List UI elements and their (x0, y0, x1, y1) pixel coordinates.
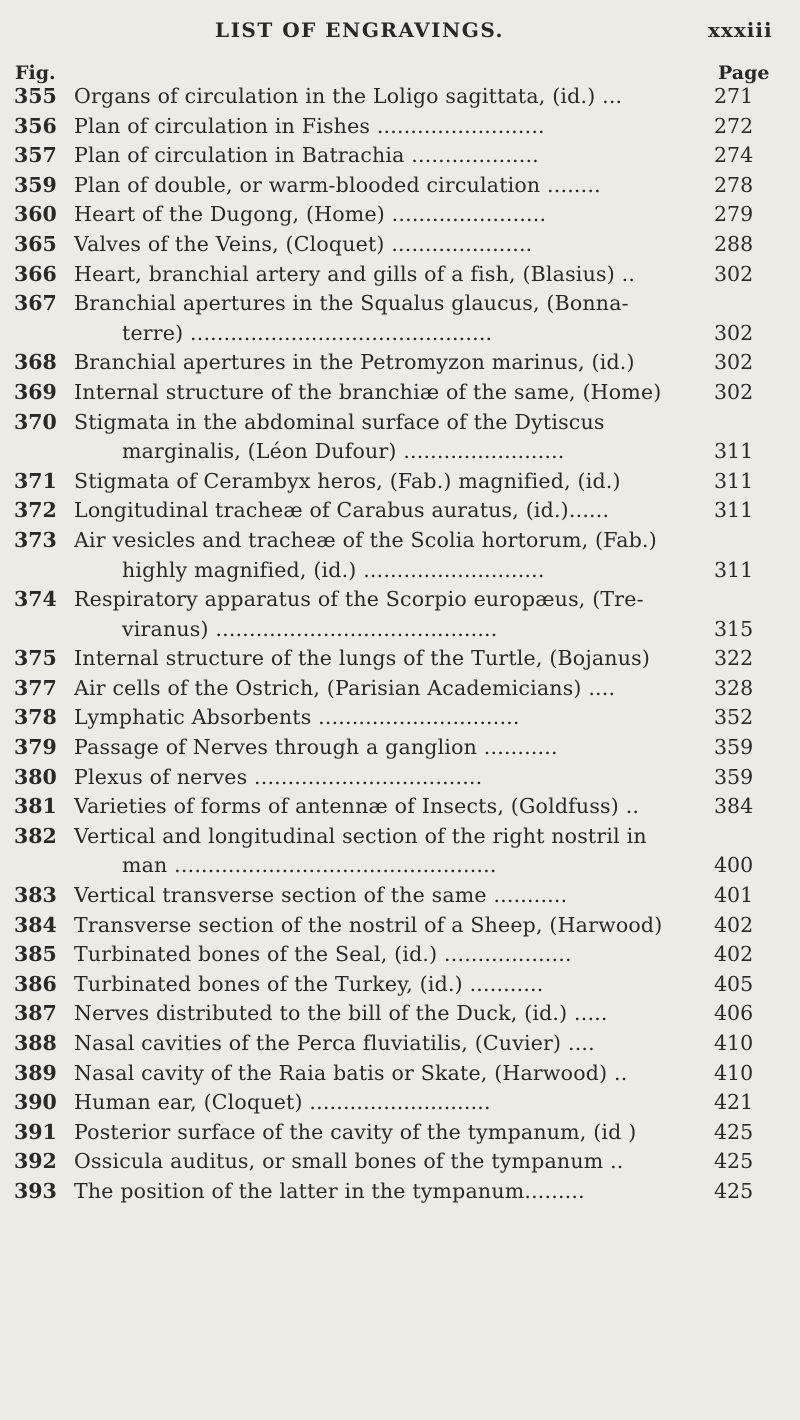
engraving-title: Turbinated bones of the Turkey, (id.) ........... (74, 971, 544, 996)
page-reference: 315 (714, 616, 754, 641)
page-reference: 410 (714, 1031, 754, 1055)
figure-number: 373 (14, 527, 57, 552)
list-item (0, 82, 800, 112)
engraving-title: terre) ............................................. (122, 320, 493, 345)
page-reference: 425 (714, 1149, 754, 1174)
figure-number: 385 (14, 942, 57, 967)
list-item (0, 437, 800, 467)
list-item (0, 1118, 800, 1148)
figure-number: 393 (14, 1178, 57, 1203)
list-item (0, 615, 800, 645)
engraving-title: Internal structure of the branchiæ of the same, (Home) (74, 379, 662, 404)
list-item (0, 763, 800, 793)
engraving-title: Varieties of forms of antennæ of Insects, (Goldfuss) .. (74, 794, 640, 819)
figure-number: 383 (14, 883, 57, 908)
page-reference: 311 (714, 557, 754, 582)
list-item (0, 792, 800, 822)
engraving-title: Respiratory apparatus of the Scorpio europæus, (Tre- (74, 587, 644, 612)
page-reference: 421 (714, 1090, 754, 1115)
engraving-title: Human ear, (Cloquet) ........................... (74, 1090, 491, 1115)
list-item (0, 1177, 800, 1207)
page-reference: 302 (714, 261, 754, 286)
list-item (0, 556, 800, 586)
engraving-title: Plexus of nerves .................................. (74, 764, 483, 789)
list-item (0, 526, 800, 556)
figure-number: 371 (14, 468, 57, 493)
engraving-title: Branchial apertures in the Squalus glaucus, (Bonna- (74, 291, 629, 316)
engraving-title: Passage of Nerves through a ganglion ........... (74, 735, 558, 760)
figure-number: 359 (14, 172, 57, 197)
figure-number: 382 (14, 823, 57, 848)
page-reference: 410 (714, 1060, 754, 1085)
figure-number: 380 (14, 764, 57, 789)
page-reference: 311 (714, 498, 754, 523)
list-item (0, 200, 800, 230)
engraving-title: Ossicula auditus, or small bones of the tympanum .. (74, 1149, 624, 1174)
figure-number: 392 (14, 1149, 57, 1174)
engraving-title: viranus) .......................................... (122, 616, 498, 641)
page-reference: 272 (714, 113, 754, 138)
list-item (0, 585, 800, 615)
list-item (0, 378, 800, 408)
list-item (0, 496, 800, 526)
engraving-title: Internal structure of the lungs of the Turtle, (Bojanus) (74, 646, 651, 671)
figure-number: 369 (14, 379, 57, 404)
engravings-list (0, 82, 800, 1207)
engraving-title: Stigmata of Cerambyx heros, (Fab.) magnified, (id.) (74, 468, 621, 493)
figure-number: 388 (14, 1031, 57, 1055)
list-item (0, 1088, 800, 1118)
list-item (0, 1059, 800, 1089)
engraving-title: Nerves distributed to the bill of the Duck, (id.) ..... (74, 1001, 608, 1026)
figure-number: 381 (14, 794, 57, 819)
figure-number: 384 (14, 912, 57, 937)
page-reference: 425 (714, 1178, 754, 1203)
page-reference: 278 (714, 172, 754, 197)
page-number: xxxiii (708, 18, 773, 42)
figure-number: 360 (14, 202, 57, 227)
engraving-title: Nasal cavities of the Perca fluviatilis, (Cuvier) .... (74, 1031, 595, 1055)
figure-number: 377 (14, 675, 57, 700)
figure-number: 378 (14, 705, 57, 730)
list-item (0, 733, 800, 763)
page-reference: 406 (714, 1001, 754, 1026)
engraving-title: Air vesicles and tracheæ of the Scolia hortorum, (Fab.) (74, 527, 657, 552)
page-reference: 302 (714, 350, 754, 375)
list-item (0, 112, 800, 142)
list-item (0, 467, 800, 497)
engraving-title: Lymphatic Absorbents .............................. (74, 705, 520, 730)
figure-number: 391 (14, 1119, 57, 1144)
engraving-title: Vertical and longitudinal section of the right nostril in (74, 823, 647, 848)
figure-number: 365 (14, 231, 57, 256)
page-reference: 352 (714, 705, 754, 730)
engraving-title: Nasal cavity of the Raia batis or Skate, (Harwood) .. (74, 1060, 628, 1085)
list-item (0, 940, 800, 970)
engraving-title: Stigmata in the abdominal surface of the Dytiscus (74, 409, 605, 434)
list-item (0, 230, 800, 260)
figure-number: 375 (14, 646, 57, 671)
engraving-title: Plan of circulation in Fishes ......................... (74, 113, 545, 138)
engraving-title: Plan of circulation in Batrachia ................... (74, 143, 539, 168)
figure-number: 387 (14, 1001, 57, 1026)
figure-number: 386 (14, 971, 57, 996)
fig-column-header: Fig. (15, 62, 56, 84)
list-item (0, 881, 800, 911)
page-reference: 402 (714, 942, 754, 967)
engraving-title: Turbinated bones of the Seal, (id.) ................... (74, 942, 572, 967)
figure-number: 366 (14, 261, 57, 286)
page-reference: 271 (714, 84, 754, 108)
page-reference: 288 (714, 231, 754, 256)
page-reference: 328 (714, 675, 754, 700)
figure-number: 370 (14, 409, 57, 434)
page-column-header: Page (718, 62, 770, 84)
page-reference: 311 (714, 439, 754, 464)
page-reference: 302 (714, 320, 754, 345)
engraving-title: Branchial apertures in the Petromyzon marinus, (id.) (74, 350, 635, 375)
page-reference: 384 (714, 794, 754, 819)
list-item (0, 644, 800, 674)
page-reference: 401 (714, 883, 754, 908)
running-header (0, 18, 800, 48)
figure-number: 355 (14, 84, 57, 108)
list-item (0, 260, 800, 290)
page-reference: 359 (714, 764, 754, 789)
list-item (0, 408, 800, 438)
list-item (0, 348, 800, 378)
engraving-title: man ................................................ (122, 853, 497, 878)
page-reference: 402 (714, 912, 754, 937)
page-reference: 400 (714, 853, 754, 878)
page-reference: 322 (714, 646, 754, 671)
list-item (0, 703, 800, 733)
page-reference: 279 (714, 202, 754, 227)
figure-number: 367 (14, 291, 57, 316)
list-item (0, 319, 800, 349)
page-reference: 359 (714, 735, 754, 760)
figure-number: 368 (14, 350, 57, 375)
list-item (0, 1147, 800, 1177)
engraving-title: Heart, branchial artery and gills of a fish, (Blasius) .. (74, 261, 636, 286)
page-reference: 405 (714, 971, 754, 996)
list-item (0, 141, 800, 171)
figure-number: 379 (14, 735, 57, 760)
engraving-title: Plan of double, or warm-blooded circulation ........ (74, 172, 601, 197)
engraving-title: Longitudinal tracheæ of Carabus auratus, (id.)...... (74, 498, 610, 523)
engraving-title: Heart of the Dugong, (Home) ....................... (74, 202, 547, 227)
list-item (0, 999, 800, 1029)
list-item (0, 911, 800, 941)
list-item (0, 1029, 800, 1059)
page-title: LIST OF ENGRAVINGS. (215, 18, 505, 42)
figure-number: 374 (14, 587, 57, 612)
figure-number: 390 (14, 1090, 57, 1115)
page-reference: 302 (714, 379, 754, 404)
engraving-title: Posterior surface of the cavity of the tympanum, (id ) (74, 1119, 637, 1144)
engraving-title: Vertical transverse section of the same ........... (74, 883, 568, 908)
engraving-title: marginalis, (Léon Dufour) ........................ (122, 439, 565, 464)
figure-number: 357 (14, 143, 57, 168)
list-item (0, 674, 800, 704)
list-item (0, 289, 800, 319)
engraving-title: highly magnified, (id.) ........................... (122, 557, 545, 582)
figure-number: 372 (14, 498, 57, 523)
figure-number: 356 (14, 113, 57, 138)
page-reference: 311 (714, 468, 754, 493)
engraving-title: Organs of circulation in the Loligo sagittata, (id.) ... (74, 84, 623, 108)
list-item (0, 822, 800, 852)
figure-number: 389 (14, 1060, 57, 1085)
engraving-title: Air cells of the Ostrich, (Parisian Academicians) .... (74, 675, 616, 700)
page-reference: 425 (714, 1119, 754, 1144)
list-item (0, 970, 800, 1000)
list-item (0, 171, 800, 201)
engraving-title: Transverse section of the nostril of a Sheep, (Harwood) (74, 912, 663, 937)
page-reference: 274 (714, 143, 754, 168)
list-item (0, 851, 800, 881)
engraving-title: The position of the latter in the tympanum......... (74, 1178, 585, 1203)
engraving-title: Valves of the Veins, (Cloquet) ..................... (74, 231, 533, 256)
